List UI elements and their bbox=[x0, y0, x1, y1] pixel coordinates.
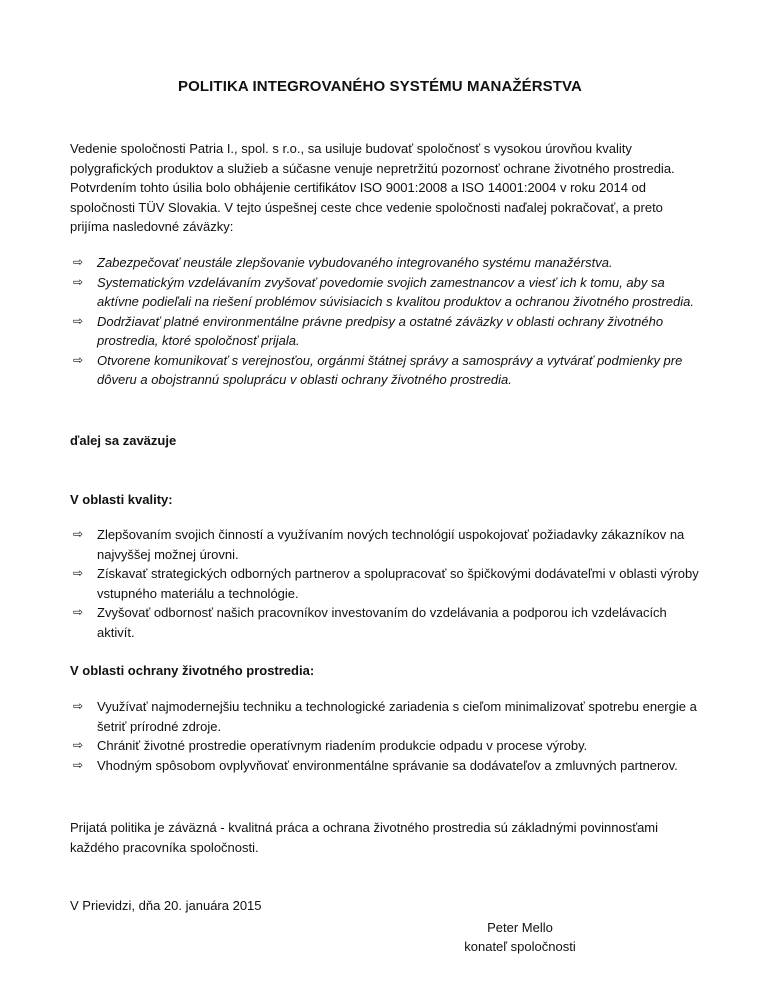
environment-list bbox=[73, 697, 703, 775]
environment-item-text: Chrániť životné prostredie operatívnym riadením produkcie odpadu v procese výroby. bbox=[97, 738, 588, 753]
environment-item-text: Využívať najmodernejšiu techniku a technologické zariadenia s cieľom minimalizovať spotrebu energie a šetriť prírodné zdroje. bbox=[97, 699, 697, 734]
closing-paragraph: Prijatá politika je záväzná - kvalitná práca a ochrana životného prostredia sú základnými povinnosťami každého pracovníka spoločnosti. bbox=[70, 820, 659, 855]
right-arrow-outline-icon: ⇨ bbox=[73, 255, 84, 269]
list-item bbox=[73, 603, 703, 642]
commitment-text: Zabezpečovať neustále zlepšovanie vybudovaného integrovaného systému manažérstva. bbox=[97, 255, 613, 270]
right-arrow-outline-icon: ⇨ bbox=[73, 605, 84, 619]
list-item bbox=[73, 697, 703, 736]
right-arrow-outline-icon: ⇨ bbox=[73, 699, 84, 713]
list-item bbox=[73, 312, 703, 351]
quality-item-text: Získavať strategických odborných partnerov a spolupracovať so špičkovými dodávateľmi v oblasti výroby vstupného materiálu a technológie. bbox=[97, 566, 699, 601]
list-item bbox=[73, 351, 703, 390]
environment-heading: V oblasti ochrany životného prostredia: bbox=[70, 663, 315, 678]
list-item bbox=[73, 736, 703, 756]
quality-item-text: Zlepšovaním svojich činností a využívaním nových technológií uspokojovať požiadavky zákazníkov na najvyššej možnej úrovni. bbox=[97, 527, 685, 562]
list-item bbox=[73, 564, 703, 603]
further-commitments-heading: ďalej sa zaväzuje bbox=[70, 433, 177, 448]
quality-item-text: Zvyšovať odbornosť našich pracovníkov investovaním do vzdelávania a podporou ich vzdelávacích aktivít. bbox=[97, 605, 667, 640]
right-arrow-outline-icon: ⇨ bbox=[73, 352, 84, 367]
list-item bbox=[73, 273, 703, 312]
right-arrow-outline-icon: ⇨ bbox=[73, 566, 84, 580]
place-and-date: V Prievidzi, dňa 20. januára 2015 bbox=[70, 898, 262, 913]
environment-item-text: Vhodným spôsobom ovplyvňovať environmentálne správanie sa dodávateľov a zmluvných partnerov. bbox=[97, 757, 678, 773]
list-item bbox=[73, 525, 703, 564]
right-arrow-outline-icon: ⇨ bbox=[73, 274, 84, 289]
signatory-role: konateľ spoločnosti bbox=[464, 939, 576, 954]
quality-heading: V oblasti kvality: bbox=[70, 492, 173, 507]
right-arrow-outline-icon: ⇨ bbox=[73, 527, 84, 541]
list-item bbox=[73, 253, 703, 273]
commitment-text: Dodržiavať platné environmentálne právne predpisy a ostatné záväzky v oblasti ochrany životného prostredia, ktoré spoločnosť prijala. bbox=[97, 313, 664, 348]
list-item bbox=[73, 756, 703, 776]
right-arrow-outline-icon: ⇨ bbox=[73, 313, 84, 328]
signature-block bbox=[440, 918, 600, 956]
commitments-list bbox=[73, 253, 703, 390]
quality-list bbox=[73, 525, 703, 642]
intro-paragraph: Vedenie spoločnosti Patria I., spol. s r.o., sa usiluje budovať spoločnosť s vysokou úrovňou kvality polygrafických produktov a služieb a súčasne venuje nepretržitú pozornosť ochrane životného prostredia. Potvrdením tohto úsilia bolo obhájenie certifikátov ISO 9001:2008 a ISO 14001:2004 v roku 2014 od spoločnosti TÜV Slovakia. V tejto úspešnej ceste chce vedenie spoločnosti naďalej pokračovať, a preto prijíma nasledovné záväzky: bbox=[70, 141, 675, 234]
right-arrow-outline-icon: ⇨ bbox=[73, 738, 84, 752]
commitment-text: Otvorene komunikovať s verejnosťou, orgánmi štátnej správy a samosprávy a vytvárať podmienky pre dôveru a obojstrannú spoluprácu v oblasti ochrany životného prostredia. bbox=[97, 352, 683, 387]
commitment-text: Systematickým vzdelávaním zvyšovať povedomie svojich zamestnancov a viesť ich k tomu, aby sa aktívne podieľali na riešení problémov súvisiacich s kvalitou produktov a ochranou životného prostredia. bbox=[97, 274, 694, 309]
right-arrow-outline-icon: ⇨ bbox=[73, 757, 84, 772]
signatory-name: Peter Mello bbox=[487, 920, 553, 935]
document-title: POLITIKA INTEGROVANÉHO SYSTÉMU MANAŽÉRSTVA bbox=[178, 78, 582, 95]
